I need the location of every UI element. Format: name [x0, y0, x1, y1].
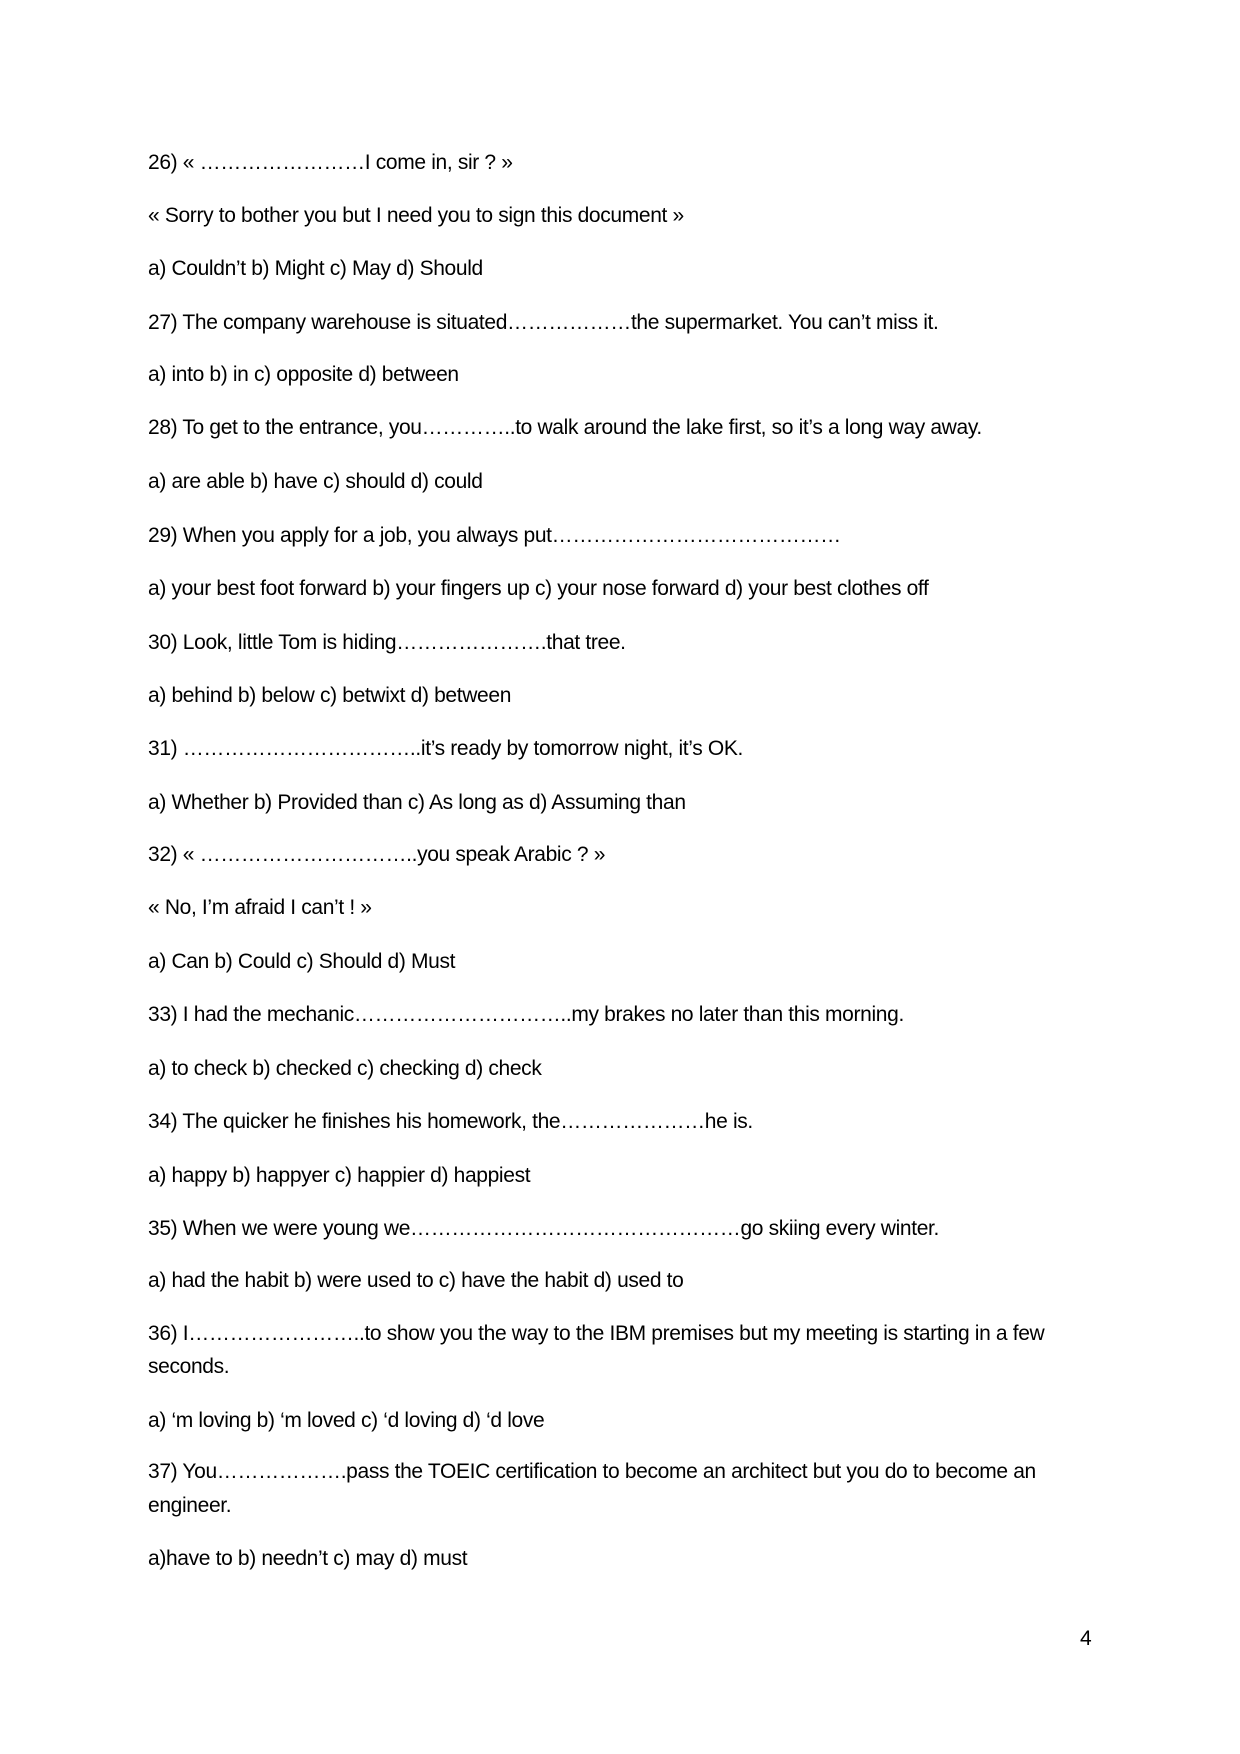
- question-37-prompt-continued: engineer.: [148, 1494, 232, 1517]
- question-26-reply: « Sorry to bother you but I need you to sign this document »: [148, 204, 684, 227]
- question-29-prompt: 29) When you apply for a job, you always put……………………………………: [148, 524, 841, 547]
- question-34-prompt: 34) The quicker he finishes his homework, the…………………he is.: [148, 1110, 753, 1133]
- question-34-options: a) happy b) happyer c) happier d) happiest: [148, 1164, 531, 1187]
- question-36-prompt: 36) I……………………..to show you the way to the IBM premises but my meeting is starting in a few: [148, 1322, 1045, 1345]
- question-31-options: a) Whether b) Provided than c) As long as d) Assuming than: [148, 791, 686, 814]
- question-37-prompt: 37) You……………….pass the TOEIC certification to become an architect but you do to become an: [148, 1460, 1036, 1483]
- question-36-prompt-continued: seconds.: [148, 1355, 230, 1378]
- question-33-options: a) to check b) checked c) checking d) check: [148, 1057, 542, 1080]
- question-32-reply: « No, I’m afraid I can’t ! »: [148, 896, 372, 919]
- question-35-prompt: 35) When we were young we…………………………………………go skiing every winter.: [148, 1217, 940, 1240]
- question-26-prompt: 26) « ……………………I come in, sir ? »: [148, 151, 513, 174]
- question-28-options: a) are able b) have c) should d) could: [148, 470, 483, 493]
- question-27-options: a) into b) in c) opposite d) between: [148, 363, 459, 386]
- question-28-prompt: 28) To get to the entrance, you…………..to walk around the lake first, so it’s a long way away.: [148, 416, 982, 439]
- question-33-prompt: 33) I had the mechanic…………………………..my brakes no later than this morning.: [148, 1003, 904, 1026]
- question-32-options: a) Can b) Could c) Should d) Must: [148, 950, 456, 973]
- question-29-options: a) your best foot forward b) your fingers up c) your nose forward d) your best clothes off: [148, 577, 929, 600]
- question-32-prompt: 32) « …………………………..you speak Arabic ? »: [148, 843, 606, 866]
- question-30-prompt: 30) Look, little Tom is hiding………………….that tree.: [148, 631, 626, 654]
- question-26-options: a) Couldn’t b) Might c) May d) Should: [148, 257, 483, 280]
- page-number: 4: [1080, 1627, 1092, 1650]
- question-27-prompt: 27) The company warehouse is situated………………the supermarket. You can’t miss it.: [148, 311, 939, 334]
- question-35-options: a) had the habit b) were used to c) have the habit d) used to: [148, 1269, 684, 1292]
- question-37-options: a)have to b) needn’t c) may d) must: [148, 1547, 468, 1570]
- question-36-options: a) ‘m loving b) ‘m loved c) ‘d loving d) ‘d love: [148, 1409, 545, 1432]
- question-30-options: a) behind b) below c) betwixt d) between: [148, 684, 512, 707]
- question-31-prompt: 31) ……………………………..it’s ready by tomorrow night, it’s OK.: [148, 737, 743, 760]
